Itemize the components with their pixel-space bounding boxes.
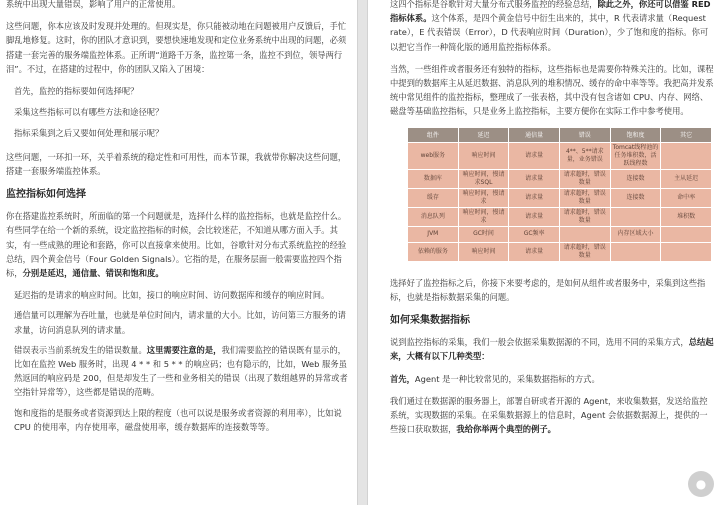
- table-cell: 数据库: [408, 169, 459, 188]
- errors-bold: 这里需要注意的是，: [146, 344, 222, 355]
- golden-signals-text: 你在搭建监控系统时，所面临的第一个问题就是，选择什么样的监控指标，也就是监控什么。有些同学在给一个新的系统，设定监控指标的时候，会比较迷茫，不知道从哪方面入手。其实，有一些成熟的理论和套路，你可以直接拿来使用。比如，谷歌针对分布式系统监控的经验总结，四个黄金信号（Four Golden Signals）。它指的是，在服务层面一般需要监控四个指标，: [6, 211, 347, 279]
- table-cell: 请求超时，错误数量: [559, 169, 610, 188]
- agent-paragraph: [390, 372, 714, 386]
- table-cell: [661, 226, 712, 242]
- section-heading: 监控指标如何选择: [6, 189, 86, 201]
- components-paragraph: 当然，一些组件或者服务还有独特的指标，这些指标也是需要你特殊关注的。比如，课程中提到的数据库主从延迟数据、消息队列的堆积情况、缓存的命中率等等。我把高并发系统中常见组件的监控指标，整理成了一张表格，其中没有包含诸如 CPU、内存、网络、磁盘等基础监控指标，只是业务上监控指标，主要方便你在实际工作中参考使用。: [390, 63, 714, 117]
- table-header-cell: 延迟: [458, 127, 509, 142]
- red-bold: 除此之外，你还可以借鉴 RED 指标体系。: [390, 0, 711, 24]
- metrics-table: [407, 127, 712, 262]
- table-cell: 请求超时，错误数量: [559, 242, 610, 261]
- table-cell: 请求量: [509, 142, 560, 169]
- collection-types-paragraph: [390, 335, 714, 363]
- signal-traffic: 通信量可以理解为吞吐量，也就是单位时间内，请求量的大小。比如，访问第三方服务的请求量，访问消息队列的请求量。: [14, 310, 346, 335]
- section-heading: 如何采集数据指标: [390, 315, 470, 327]
- table-header-cell: 错误: [559, 127, 610, 142]
- watermark-icon: ●: [688, 471, 714, 497]
- golden-signals-bold: 分别是延迟，通信量、错误和饱和度。: [22, 268, 164, 279]
- table-row: [408, 207, 712, 226]
- signal-saturation: 饱和度指的是服务或者资源到达上限的程度（也可以说是服务或者资源的利用率），比如说 CPU 的使用率，内存使用率，磁盘使用率，缓存数据库的连接数等等。: [14, 407, 342, 432]
- agent-detail-bold: 我给你举两个典型的例子。: [456, 424, 556, 435]
- agent-detail-paragraph: [390, 394, 714, 437]
- errors-text-2: 我们需要监控的错误既有显示的，比如在监控 Web 服务时，出现 4 * * 和 5 * * 的响应码；也有隐示的，比如，Web 服务虽然返回的响应码是 200，但是却发生了一些和业务相关的错误（出现了数组越界的异常或者空指针异常等），这些都是错误的范畴。: [14, 344, 348, 398]
- page-gutter: [357, 0, 368, 505]
- table-cell: [610, 207, 661, 226]
- right-page: [368, 0, 720, 505]
- table-cell: 响应时间: [458, 142, 509, 169]
- table-cell: web服务: [408, 142, 459, 169]
- table-cell: 主从延迟: [661, 169, 712, 188]
- top-fragment: 系统中出现大量错误，影响了用户的正常使用。: [6, 0, 181, 9]
- table-cell: JVM: [408, 226, 459, 242]
- signal-errors: [14, 343, 353, 400]
- table-cell: 请求量: [509, 188, 560, 207]
- table-cell: 内存区域大小: [610, 226, 661, 242]
- table-row: [408, 226, 712, 242]
- signal-latency: 延迟指的是请求的响应时间。比如，接口的响应时间、访问数据库和缓存的响应时间。: [14, 290, 330, 301]
- table-row: [408, 188, 712, 207]
- table-cell: 堆积数: [661, 207, 712, 226]
- table-cell: 响应时间，慢请求SQL: [458, 169, 509, 188]
- collection-intro-paragraph: 选择好了监控指标之后，你接下来要考虑的，是如何从组件或者服务中，采集到这些指标，也就是指标数据采集的问题。: [390, 277, 706, 302]
- table-cell: [661, 242, 712, 261]
- types-text: 说到监控指标的采集，我们一般会依据采集数据源的不同，选用不同的采集方式，: [390, 337, 689, 348]
- table-header-cell: 通信量: [509, 127, 560, 142]
- table-cell: 请求超时，错误数量: [559, 188, 610, 207]
- table-cell: 请求量: [509, 242, 560, 261]
- errors-text: 错误表示当前系统发生的错误数量。: [14, 344, 147, 355]
- question-item: 指标采集到之后又要如何处理和展示呢？: [14, 128, 164, 139]
- red-text-2: 这个体系，是四个黄金信号中衍生出来的，其中，R 代表请求量（Request rate），E 代表错误（Error），D 代表响应时间（Duration），少了饱和度的指标。你可以把它当作一种简化版的通用监控指标体系。: [390, 13, 709, 52]
- golden-signals-paragraph: [6, 209, 353, 280]
- table-cell: 缓存: [408, 188, 459, 207]
- table-cell: 消息队列: [408, 207, 459, 226]
- signal-list: [14, 288, 353, 434]
- red-paragraph: [390, 0, 714, 54]
- left-page: [0, 0, 357, 505]
- table-cell: Tomcat线程池的任务堆积数，活跃线程数: [610, 142, 661, 169]
- table-cell: 响应时间，慢请求: [458, 188, 509, 207]
- table-cell: 请求量: [509, 207, 560, 226]
- table-cell: 依赖的服务: [408, 242, 459, 261]
- question-list: [14, 84, 353, 141]
- first-text: Agent 是一种比较常见的，采集数据指标的方式。: [414, 373, 600, 384]
- table-cell: 连接数: [610, 188, 661, 207]
- table-cell: [610, 242, 661, 261]
- table-cell: 命中率: [661, 188, 712, 207]
- first-bold: 首先，: [390, 373, 415, 384]
- table-row: [408, 242, 712, 261]
- table-cell: 响应时间: [458, 242, 509, 261]
- table-row: [408, 169, 712, 188]
- table-cell: 请求超时，错误数量: [559, 207, 610, 226]
- table-cell: 连接数: [610, 169, 661, 188]
- question-item: 采集这些指标可以有哪些方法和途径呢？: [14, 107, 164, 118]
- red-text: 这四个指标是谷歌针对大量分布式服务监控的经验总结，: [390, 0, 598, 9]
- table-header-cell: 其它: [661, 127, 712, 142]
- table-cell: GC频率: [509, 226, 560, 242]
- types-bold: 总结起来，大概有以下几种类型：: [390, 337, 714, 362]
- intro-paragraph: 这些问题，你本应该及时发现并处理的。但现实是，你只能被动地在问题被用户反馈后，手忙脚乱地修复。这时，你的团队才意识到，要想快速地发现和定位业务系统中出现的问题，必须搭建一套完善的服务端监控体系。正所谓“道路千万条，监控第一条，监控不到位，领导两行泪”。不过，在搭建的过程中，你的团队又陷入了困境：: [6, 21, 347, 74]
- table-cell: [559, 226, 610, 242]
- table-row: [408, 142, 712, 169]
- table-cell: 请求量: [509, 169, 560, 188]
- summary-paragraph: 这些问题，一环扣一环，关乎着系统的稳定性和可用性，而本节课，我就带你解决这些问题，搭建一套服务端监控体系。: [6, 151, 347, 176]
- question-item: 首先，监控的指标要如何选择呢？: [14, 86, 139, 97]
- table-header-row: [408, 127, 712, 142]
- table-cell: [661, 142, 712, 169]
- table-header-cell: 饱和度: [610, 127, 661, 142]
- table-cell: 响应时间，慢请求: [458, 207, 509, 226]
- table-header-cell: 组件: [408, 127, 459, 142]
- table-cell: 4**、5**请求量，业务错误: [559, 142, 610, 169]
- agent-detail-text: 我们通过在数据源的服务器上，部署自研或者开源的 Agent，来收集数据，发送给监控系统，实现数据的采集。在采集数据源上的信息时，Agent 会依据数据源上，提供的一些接口获取数据，: [390, 395, 708, 435]
- table-cell: GC时间: [458, 226, 509, 242]
